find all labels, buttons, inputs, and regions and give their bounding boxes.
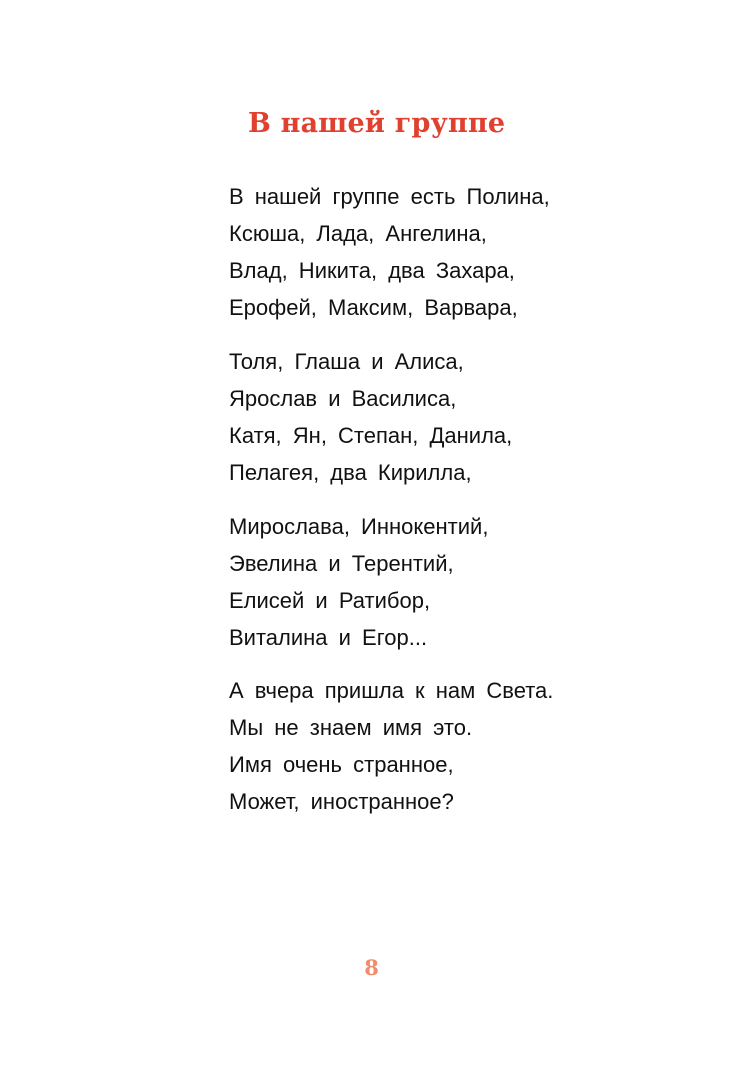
poem-line: Толя, Глаша и Алиса, xyxy=(229,349,464,374)
stanza-1 xyxy=(229,178,550,326)
poem-line: Ксюша, Лада, Ангелина, xyxy=(229,221,487,246)
poem-line: А вчера пришла к нам Света. xyxy=(229,678,554,703)
poem-line: Имя очень странное, xyxy=(229,752,454,777)
poem-line: Мирослава, Иннокентий, xyxy=(229,514,489,539)
poem-line: Ярослав и Василиса, xyxy=(229,386,457,411)
poem-line: Ерофей, Максим, Варвара, xyxy=(229,295,518,320)
poem-line: Пелагея, два Кирилла, xyxy=(229,460,472,485)
poem-line: Эвелина и Терентий, xyxy=(229,551,454,576)
poem-line: Елисей и Ратибор, xyxy=(229,588,431,613)
poem-line: Мы не знаем имя это. xyxy=(229,715,473,740)
poem-line: Может, иностранное? xyxy=(229,789,454,814)
page-number: 8 xyxy=(364,955,379,980)
stanza-4 xyxy=(229,672,553,820)
poem-line: В нашей группе есть Полина, xyxy=(229,184,550,209)
poem-line: Влад, Никита, два Захара, xyxy=(229,258,515,283)
stanza-2 xyxy=(229,343,512,491)
poem-line: Виталина и Егор... xyxy=(229,625,428,650)
stanza-3 xyxy=(229,508,488,656)
poem-title: В нашей группе xyxy=(248,108,506,139)
poem-line: Катя, Ян, Степан, Данила, xyxy=(229,423,513,448)
